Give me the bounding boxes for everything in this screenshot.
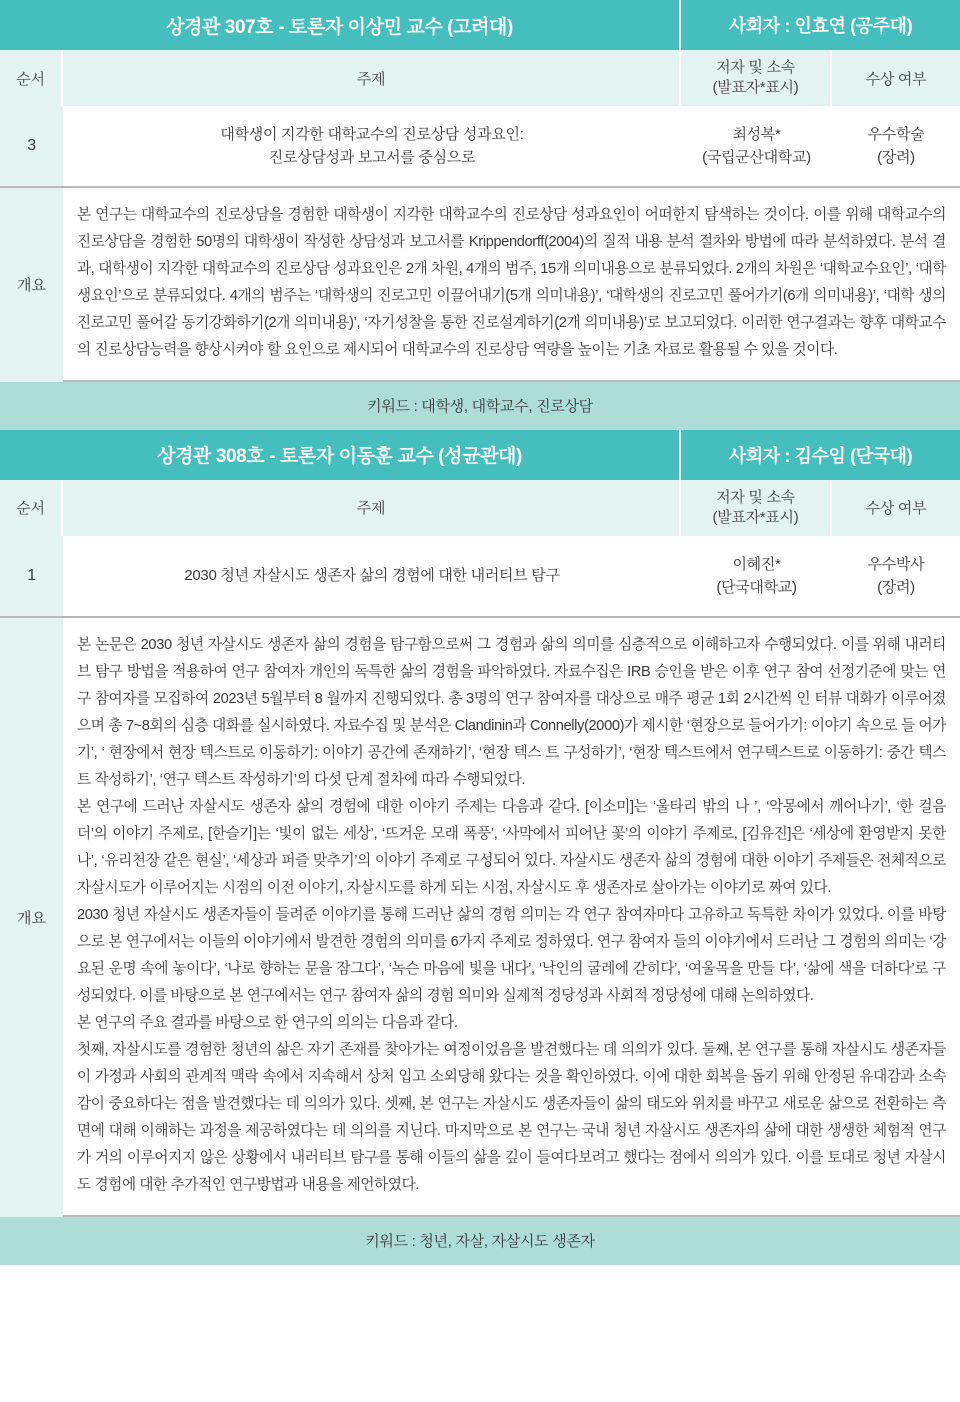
session-chair: 사회자 : 김수임 (단국대) xyxy=(728,445,913,466)
abstract-paragraph: 본 연구는 대학교수의 진로상담을 경험한 대학생이 지각한 대학교수의 진로상담 성과요인이 어떠한지 탐색하는 것이다. 이를 위해 대학교수의 진로상담을 경험한 50명의 대학생이 작성한 상담성과 보고서를 Krippendorff(2004)의 질적 내용 분석 절차와 방법에 따라 분석하였다. 분석 결과, 대학생이 지각한 대학교수의 진로상담 성과요인은 2개 차원, 4개의 범주, 15개 의미내용으로 분류되었다. 2개의 차원은 ‘대학교수요인’, ‘대학생요인’으로 분류되었다. 4개의 범주는 ‘대학생의 진로고민 이끌어내기(5개 의미내용)’, ‘대학생의 진로고민 풀어가기(6개 의미내용)’, ‘대학 생의 진로고민 풀어갈 동기강화하기(2개 의미내용)’, ‘자기성찰을 통한 진로설계하기(2개 의미내용)’로 보고되었다. 이러한 연구결과는 향후 대학교수의 진로상담능력을 향상시켜야 할 요인으로 제시되어 대학교수의 진로상담 역량을 높이는 기초 자료로 활용될 수 있을 것이다. xyxy=(77,207,946,358)
session-block-307 xyxy=(0,0,960,430)
abstract-row xyxy=(0,188,960,382)
row-topic-line1: 대학생이 지각한 대학교수의 진로상담 성과요인: xyxy=(220,125,524,143)
row-author-name: 이혜진* xyxy=(732,555,781,573)
row-author xyxy=(681,106,832,186)
abstract-paragraph: 첫째, 자살시도를 경험한 청년의 삶은 자기 존재를 찾아가는 여정이었음을 발견했다는 데 의의가 있다. 둘째, 본 연구를 통해 자살시도 생존자들이 가정과 사회의 관계적 맥락 속에서 지속해서 상처 입고 소외당해 왔다는 것을 확인하였다. 이에 대한 회복을 돕기 위해 안정된 유대감과 소속감이 중요하다는 점을 발견했다는 데 의의가 있다. 셋째, 본 연구는 자살시도 생존자들이 삶의 태도와 위치를 바꾸고 새로운 삶으로 전환하는 측면에 대해 이해하는 과정을 제공하였다는 데 의의를 지닌다. 마지막으로 본 연구는 국내 청년 자살시도 생존자의 삶에 대한 생생한 체험적 연구가 거의 이루어지지 않은 상황에서 내러티브 탐구를 통해 이들의 삶을 깊이 들여다보려고 했다는 점에서 의의가 있다. 이를 토대로 청년 자살시도 경험에 대한 추가적인 연구방법과 내용을 제언하였다. xyxy=(77,1041,946,1193)
row-topic xyxy=(63,106,681,186)
session-room-title: 상경관 308호 - 토론자 이동훈 교수 (성균관대) xyxy=(0,430,681,480)
keyword-text: 키워드 : 청년, 자살, 자살시도 생존자 xyxy=(365,1233,595,1251)
session-block-308 xyxy=(0,430,960,1265)
keyword-band xyxy=(0,1217,960,1265)
session-chair: 사회자 : 인효연 (공주대) xyxy=(728,16,913,36)
abstract-paragraph: 본 연구에 드러난 자살시도 생존자 삶의 경험에 대한 이야기 주제는 다음과 같다. [이소미]는 ‘울타리 밖의 나 ’, ‘악몽에서 깨어나기’, ‘한 걸음 더’의 이야기 주제로, [한슬기]는 ‘빛이 없는 세상’, ‘뜨거운 모래 폭풍’, ‘사막에서 피어난 꽃’의 이야기 주제로, [김유진]은 ‘세상에 환영받지 못한 나’, ‘유리천장 같은 현실’, ‘세상과 퍼즐 맞추기’의 이야기 주제로 구성되어 있다. 자살시도 생존자 삶의 경험에 대한 이야기 주제들은 전체적으로 자살시도가 이루어지는 시점의 이전 이야기, 자살시도를 하게 되는 시점, 자살시도 후 생존자로 살아가는 이야기로 짜여 있다. xyxy=(77,798,946,896)
abstract-paragraph: 본 연구의 주요 결과를 바탕으로 한 연구의 의의는 다음과 같다. xyxy=(77,1014,458,1031)
column-header-author-line2: (발표자*표시) xyxy=(712,508,799,526)
row-award-type: 우수학술 xyxy=(867,125,925,143)
column-header-row xyxy=(0,480,960,536)
table-row xyxy=(0,536,960,618)
abstract-paragraph: 2030 청년 자살시도 생존자들이 들려준 이야기를 통해 드러난 삶의 경험 의미는 각 연구 참여자마다 고유하고 독특한 차이가 있었다. 이를 바탕으로 본 연구에서는 이들의 이야기에서 발견한 경험의 의미를 6가지 주제로 정하였다. 연구 참여자 들의 이야기에서 드러난 그 경험의 의미는 ‘강요된 운명 속에 놓이다’, ‘나로 향하는 문을 잠그다’, ‘녹슨 마음에 빛을 내다’, ‘낙인의 굴레에 갇히다’, ‘여울목을 만들 다’, ‘삶에 색을 더하다’로 구성되었다. 이를 바탕으로 본 연구에서는 연구 참여자 삶의 경험 의미와 실제적 정당성과 사회적 정당성에 대해 논의하였다. xyxy=(77,906,946,1004)
session-room-title: 상경관 307호 - 토론자 이상민 교수 (고려대) xyxy=(0,0,681,50)
row-author xyxy=(681,536,832,616)
session-title-bar xyxy=(0,0,960,50)
row-topic xyxy=(63,536,681,616)
table-row xyxy=(0,106,960,188)
row-order: 1 xyxy=(0,536,63,616)
column-header-author-line1: 저자 및 소속 xyxy=(716,488,795,506)
abstract-paragraph: 본 논문은 2030 청년 자살시도 생존자 삶의 경험을 탐구함으로써 그 경험과 삶의 의미를 심층적으로 이해하고자 수행되었다. 이를 위해 내러티브 탐구 방법을 적용하여 연구 참여자 개인의 독특한 삶의 경험을 파악하였다. 자료수집은 IRB 승인을 받은 이후 연구 참여 선정기준에 맞는 연구 참여자를 모집하여 2023년 5월부터 8 월까지 진행되었다. 총 3명의 연구 참여자를 대상으로 매주 평균 1회 2시간씩 인 터뷰 대화가 이루어졌으며 총 7~8회의 심층 대화를 실시하였다. 자료수집 및 분석은 Clandinin과 Connelly(2000)가 제시한 ‘현장으로 들어가기: 이야기 속으로 들 어가기’, ‘ 현장에서 현장 텍스트로 이동하기: 이야기 공간에 존재하기’, ‘현장 텍스 트 구성하기’, ‘현장 텍스트에서 연구텍스트로 이동하기: 중간 텍스트 작성하기’, ‘연구 텍스트 작성하기’의 다섯 단계 절차에 따라 수행되었다. xyxy=(77,636,946,788)
abstract-body xyxy=(63,618,960,1217)
column-header-author xyxy=(681,480,832,536)
abstract-label: 개요 xyxy=(0,188,63,382)
row-order: 3 xyxy=(0,106,63,186)
column-header-award: 수상 여부 xyxy=(865,500,927,518)
column-header-author-line1: 저자 및 소속 xyxy=(716,58,795,76)
keyword-text: 키워드 : 대학생, 대학교수, 진로상담 xyxy=(367,398,593,416)
row-award-type: 우수박사 xyxy=(867,555,925,573)
row-author-affiliation: (단국대학교) xyxy=(716,578,797,596)
column-header-author xyxy=(681,50,832,106)
session-title-bar xyxy=(0,430,960,480)
abstract-body xyxy=(63,188,960,382)
row-award xyxy=(832,106,960,186)
row-award-grade: (장려) xyxy=(877,578,915,596)
row-author-name: 최성복* xyxy=(732,125,781,143)
keyword-band xyxy=(0,382,960,430)
abstract-row xyxy=(0,618,960,1217)
row-award xyxy=(832,536,960,616)
column-header-order: 순서 xyxy=(0,50,63,106)
row-topic-line2: 진로상담성과 보고서를 중심으로 xyxy=(268,149,476,166)
column-header-topic: 주제 xyxy=(63,480,681,536)
abstract-label: 개요 xyxy=(0,618,63,1217)
column-header-row xyxy=(0,50,960,106)
column-header-author-line2: (발표자*표시) xyxy=(712,79,799,96)
column-header-order: 순서 xyxy=(0,480,63,536)
row-author-affiliation: (국립군산대학교) xyxy=(702,149,811,166)
column-header-award: 수상 여부 xyxy=(865,70,927,88)
column-header-topic: 주제 xyxy=(63,50,681,106)
row-award-grade: (장려) xyxy=(877,149,915,166)
row-topic-line1: 2030 청년 자살시도 생존자 삶의 경험에 대한 내러티브 탐구 xyxy=(184,567,560,585)
